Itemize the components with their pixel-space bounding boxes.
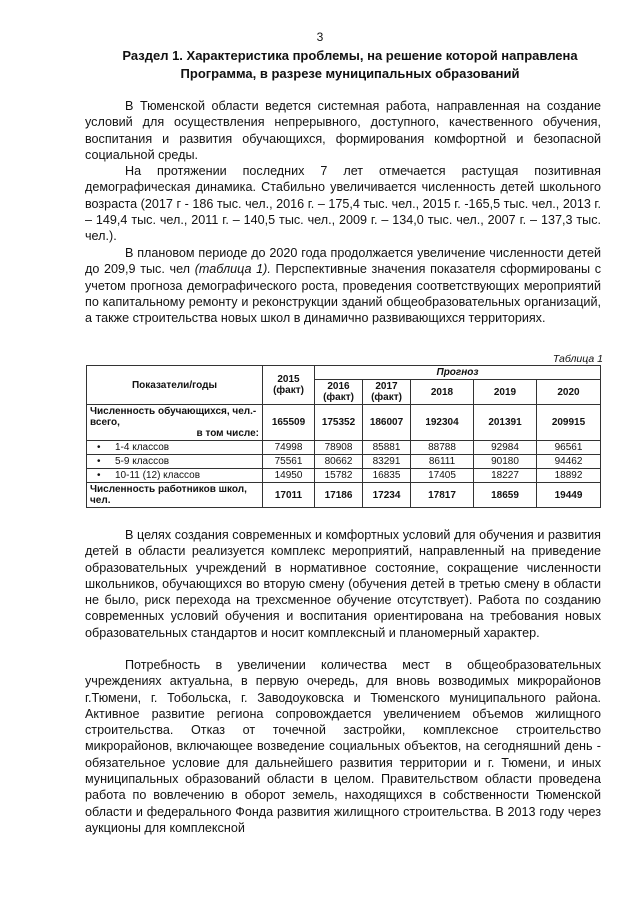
- table-cell: 192304: [411, 405, 474, 441]
- table-row: [87, 483, 601, 508]
- paragraph-3-text-a: В плановом периоде до 2020 года продолжается увеличение численности детей до 209,9 тыс. чел: [85, 246, 601, 277]
- table-cell: 88788: [411, 441, 474, 455]
- table-reference: (таблица 1).: [194, 262, 271, 277]
- table-cell: 17817: [411, 483, 474, 508]
- table-cell: 83291: [363, 455, 411, 469]
- table-cell: 96561: [537, 441, 601, 455]
- paragraph-1-text: В Тюменской области ведется системная работа, направленная на создание условий для осуществления непрерывного, доступного, качественного обучения, воспитания и развития обучающихся, формирования комфортной и безопасной социальной среды.: [85, 99, 601, 162]
- table-row: [87, 405, 601, 441]
- header-2018: 2018: [411, 380, 474, 405]
- table-cell: 92984: [474, 441, 537, 455]
- table-cell: 14950: [263, 469, 315, 483]
- header-2019: 2019: [474, 380, 537, 405]
- table-cell: 78908: [315, 441, 363, 455]
- paragraph-5-text: Потребность в увеличении количества мест в общеобразовательных учреждениях актуальна, в первую очередь, для вновь возводимых микрорайонов г.Тюмени, г. Тобольска, г. Заводоуковска и Тюменского муниципального района. Активное развитие региона сопровождается увеличением объемов жилищного строительства. Отказ от точечной застройки, комплексное строительство микрорайонов, включающее возведение социальных объектов, на сегодняшний день - обязательное условие для дальнейшего развития территории и г. Тюмени, и иных муниципальных образований области в целом. Правительством области проведена работа по вовлечению в оборот земель, находящихся в собственности Тюменской области и федерального Фонда развития жилищного строительства. В 2013 году через аукционы для комплексной: [85, 658, 601, 835]
- row-label-students: [87, 405, 263, 441]
- row-label-grades-10-12: • 10-11 (12) классов: [87, 469, 263, 483]
- header-2017: 2017 (факт): [363, 380, 411, 405]
- row-label-grades-1-4: • 1-4 классов: [87, 441, 263, 455]
- table-row: [87, 441, 601, 455]
- table-header-row: [87, 366, 601, 380]
- paragraph-4-text: В целях создания современных и комфортных условий для обучения и развития детей в области реализуется комплекс мероприятий, направленный на приведение образовательных учреждений в нормативное состояние, сокращение численности школьников, обучающихся во вторую смену (обучения детей в третью смену в области не было, риск перехода на трехсменное обучение отсутствует). Работа по созданию современных условий обучения и воспитания ориентирована на требования новых образовательных стандартов и носит комплексный и планомерный характер.: [85, 528, 601, 640]
- table-cell: 74998: [263, 441, 315, 455]
- table-cell: 19449: [537, 483, 601, 508]
- table-cell: 90180: [474, 455, 537, 469]
- section-heading-line1: Раздел 1. Характеристика проблемы, на решение которой направлена: [122, 48, 578, 63]
- header-2015: 2015 (факт): [263, 366, 315, 405]
- table-cell: 209915: [537, 405, 601, 441]
- table-row: [87, 469, 601, 483]
- table-cell: 75561: [263, 455, 315, 469]
- statistics-table: [86, 365, 601, 508]
- paragraph-3: [85, 245, 601, 326]
- table-cell: 16835: [363, 469, 411, 483]
- table-cell: 18227: [474, 469, 537, 483]
- section-heading-line2: Программа, в разрезе муниципальных образований: [180, 66, 520, 81]
- paragraph-2-text: На протяжении последних 7 лет отмечается растущая позитивная демографическая динамика. Стабильно увеличивается численность детей школьного возраста (2017 г - 186 тыс. чел., 2016 г. – 175,4 тыс. чел., 2015 г. -165,5 тыс. чел., 2013 г. – 149,4 тыс. чел., 2011 г. – 140,5 тыс. чел., 2009 г. – 134,0 тыс. чел., 2007 г. – 137,3 тыс. чел.).: [85, 164, 601, 244]
- table-cell: 15782: [315, 469, 363, 483]
- table-cell: 201391: [474, 405, 537, 441]
- table-cell: 17405: [411, 469, 474, 483]
- table-cell: 18892: [537, 469, 601, 483]
- header-indicator: Показатели/годы: [87, 366, 263, 405]
- table-cell: 18659: [474, 483, 537, 508]
- row-label-staff: Численность работников школ, чел.: [87, 483, 263, 508]
- paragraph-2: [85, 163, 601, 244]
- paragraph-5: [85, 657, 601, 836]
- table-cell: 17186: [315, 483, 363, 508]
- header-forecast: Прогноз: [315, 366, 601, 380]
- table-cell: 17011: [263, 483, 315, 508]
- row-label-grades-5-9: • 5-9 классов: [87, 455, 263, 469]
- table-cell: 85881: [363, 441, 411, 455]
- table-cell: 165509: [263, 405, 315, 441]
- paragraph-1: [85, 98, 601, 163]
- row-label-students-text: Численность обучающихся, чел.- всего,: [90, 406, 257, 428]
- table-cell: 80662: [315, 455, 363, 469]
- header-2016: 2016 (факт): [315, 380, 363, 405]
- paragraph-3-text-c: Перспективные значения показателя сформированы с учетом прогноза демографического роста, проведения соответствующих мероприятий по капитальному ремонту и реконструкции зданий общеобразовательных организаций, а также строительства новых школ в динамично развивающихся территориях.: [85, 262, 601, 326]
- table-cell: 175352: [315, 405, 363, 441]
- paragraph-4: [85, 527, 601, 641]
- row-label-students-sub: в том числе:: [196, 428, 259, 439]
- table-row: [87, 455, 601, 469]
- header-2020: 2020: [537, 380, 601, 405]
- section-heading: [92, 47, 608, 83]
- table-cell: 94462: [537, 455, 601, 469]
- table-cell: 17234: [363, 483, 411, 508]
- table-cell: 86111: [411, 455, 474, 469]
- table-cell: 186007: [363, 405, 411, 441]
- table-caption: Таблица 1: [552, 353, 603, 365]
- page-number: 3: [316, 30, 324, 44]
